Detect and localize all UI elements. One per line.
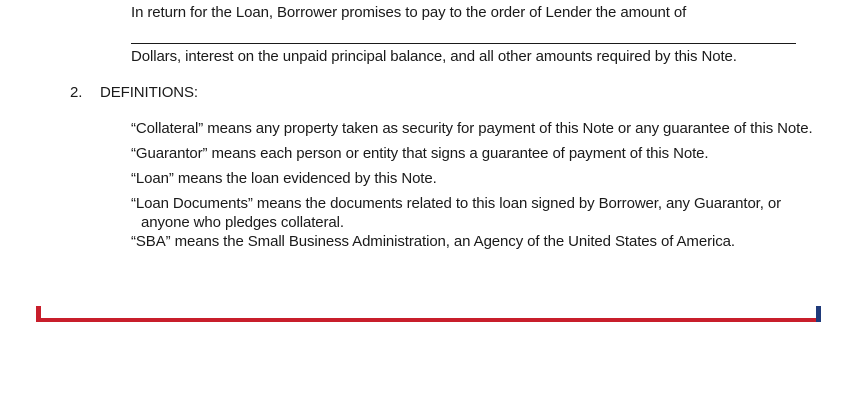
intro-line-1: In return for the Loan, Borrower promises to pay to the order of Lender the amount of xyxy=(131,4,687,21)
definition-loan-documents-continued: anyone who pledges collateral. xyxy=(141,214,344,231)
definition-loan-documents: “Loan Documents” means the documents related to this loan signed by Borrower, any Guarantor, or xyxy=(131,195,782,212)
footer-tick-right xyxy=(816,306,821,322)
definition-sba: “SBA” means the Small Business Administration, an Agency of the United States of America. xyxy=(131,233,735,250)
amount-field[interactable] xyxy=(131,43,796,44)
footer-tick-left xyxy=(36,306,41,322)
definition-guarantor: “Guarantor” means each person or entity that signs a guarantee of payment of this Note. xyxy=(131,145,709,162)
section-number: 2. xyxy=(70,84,83,101)
definition-collateral: “Collateral” means any property taken as security for payment of this Note or any guarantee of this Note. xyxy=(131,120,813,137)
intro-line-2: Dollars, interest on the unpaid principal balance, and all other amounts required by this Note. xyxy=(131,48,737,65)
footer-rule xyxy=(36,318,820,322)
definition-loan: “Loan” means the loan evidenced by this Note. xyxy=(131,170,437,187)
section-heading: DEFINITIONS: xyxy=(100,84,198,101)
